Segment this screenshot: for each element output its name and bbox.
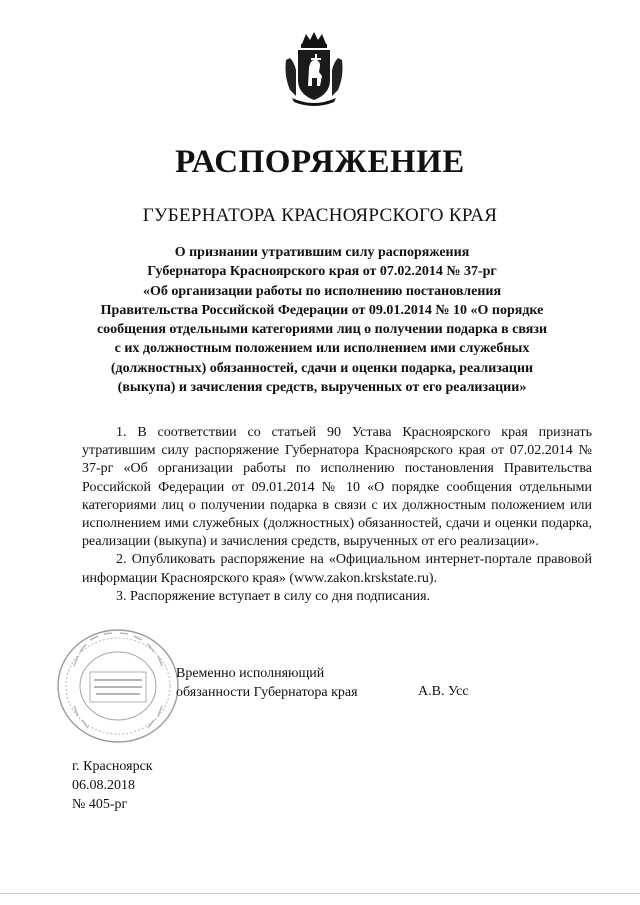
heading-line: сообщения отдельными категориями лиц о получении подарка в связи	[96, 322, 548, 338]
page-bottom-rule	[0, 893, 640, 894]
document-date: 06.08.2018	[72, 778, 135, 793]
coat-of-arms-icon	[282, 30, 346, 108]
document-place: г. Красноярск	[72, 759, 153, 774]
heading-line: Правительства Российской Федерации от 09.01.2014 № 10 «О порядке	[100, 302, 544, 318]
official-stamp-icon	[54, 626, 182, 746]
heading-line: с их должностным положением или исполнением ими служебных	[114, 341, 530, 357]
signer-position-line: Временно исполняющий	[176, 666, 325, 681]
document-subtitle: ГУБЕРНАТОРА КРАСНОЯРСКОГО КРАЯ	[142, 205, 498, 226]
paragraph-3: 3. Распоряжение вступает в силу со дня подписания.	[116, 588, 431, 604]
document-title: РАСПОРЯЖЕНИЕ	[175, 144, 465, 180]
signer-position-line: обязанности Губернатора края	[176, 685, 358, 700]
heading-line: Губернатора Красноярского края от 07.02.2014 № 37-рг	[147, 264, 497, 280]
document-footer	[72, 757, 153, 814]
document-body	[82, 424, 592, 606]
heading-line: (выкупа) и зачисления средств, вырученных от его реализации»	[117, 380, 527, 396]
document-heading	[72, 243, 572, 397]
heading-line: (должностных) обязанностей, сдачи и оценки подарка, реализации	[110, 360, 534, 376]
heading-line: О признании утратившим силу распоряжения	[174, 245, 470, 260]
signer-name: А.В. Усс	[418, 684, 469, 699]
document-number: № 405-рг	[72, 797, 128, 812]
heading-line: «Об организации работы по исполнению постановления	[142, 283, 502, 299]
signer-position	[176, 664, 358, 702]
paragraph-1: 1. В соответствии со статьей 90 Устава Красноярского края признать утратившим силу распоряжение Губернатора Красноярского края от 07.02.2014 № 37-рг «Об организации работы по исполнению постановления Правительства Российской Федерации от 09.01.2014 № 10 «О порядке сообщения отдельными категориями лиц о получении подарка в связи с их должностным положением или исполнением ими служебных (должностных) обязанностей, сдачи и оценки подарка, реализации (выкупа) и зачисления средств, вырученных от его реализации».	[82, 425, 592, 550]
paragraph-2: 2. Опубликовать распоряжение на «Официальном интернет-портале правовой информации Красноярского края» (www.zakon.krskstate.ru).	[82, 552, 592, 586]
